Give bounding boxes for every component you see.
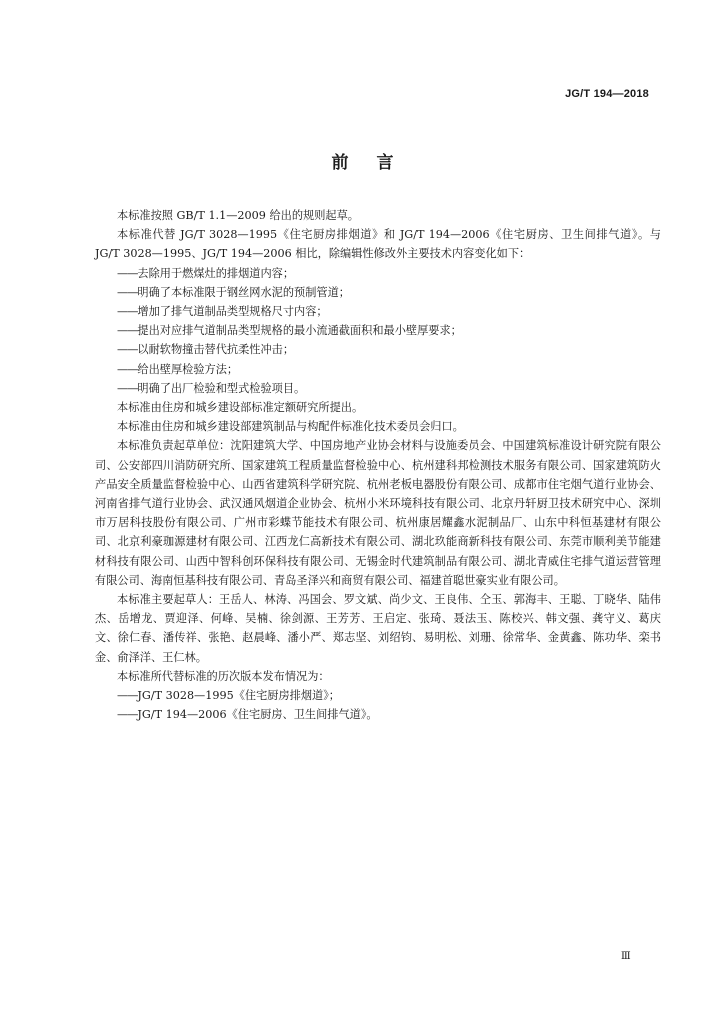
change-item: —— 去除用于燃煤灶的排烟道内容； <box>95 264 661 283</box>
foreword-body <box>95 206 661 724</box>
change-item: —— 以耐软物撞击替代抗柔性冲击； <box>95 340 661 359</box>
paragraph-replaces: 本标准代替 JG/T 3028—1995《住宅厨房排烟道》和 JG/T 194—2006《住宅厨房、卫生间排气道》。与 JG/T 3028—1995、JG/T 194—2006 相比，除编辑性修改外主要技术内容变化如下： <box>95 228 661 261</box>
paragraph-drafting-units: 本标准负责起草单位：沈阳建筑大学、中国房地产业协会材料与设施委员会、中国建筑标准设计研究院有限公司、公安部四川消防研究所、国家建筑工程质量监督检验中心、杭州建科邦检测技术服务有限公司、国家建筑防火产品安全质量监督检验中心、山西省建筑科学研究院、杭州老板电器股份有限公司、成都市住宅烟气道行业协会、河南省排气道行业协会、武汉通风烟道企业协会、杭州小米环境科技有限公司、北京丹轩厨卫技术研究中心、深圳市万居科技股份有限公司、广州市彩蝶节能技术有限公司、杭州康居耀鑫水泥制品厂、山东中科恒基建材有限公司、北京利豪珈源建材有限公司、江西龙仁高新技术有限公司、湖北玖能商新科技有限公司、东莞市顺利美节能建材科技有限公司、山西中智科创环保科技有限公司、无锡金时代建筑制品有限公司、湖北青威住宅排气道运营管理有限公司、海南恒基科技有限公司、青岛圣泽兴和商贸有限公司、福建首聪世豪实业有限公司。 <box>95 439 661 587</box>
history-item: —— JG/T 194—2006《住宅厨房、卫生间排气道》。 <box>95 705 661 724</box>
page-title: 前言 <box>331 153 422 173</box>
change-item: —— 明确了本标准限于钢丝网水泥的预制管道； <box>95 283 661 302</box>
history-item: —— JG/T 3028—1995《住宅厨房排烟道》； <box>95 686 661 705</box>
paragraph-history-intro: 本标准所代替标准的历次版本发布情况为： <box>117 669 330 683</box>
history-list <box>95 686 661 724</box>
change-item: —— 明确了出厂检验和型式检验项目。 <box>95 379 661 398</box>
change-list <box>95 264 661 398</box>
paragraph-drafters: 本标准主要起草人：王岳人、林涛、冯国会、罗文斌、尚少文、王良伟、仝玉、郭海丰、王聪、丁晓华、陆伟杰、岳增龙、贾迎泽、何峰、吴楠、徐剑源、王芳芳、王启定、张琦、聂法玉、陈校兴、韩文强、龚守义、葛庆文、徐仁春、潘传祥、张艳、赵晨峰、潘小严、郑志坚、刘绍钧、易明松、刘珊、徐常华、金黄鑫、陈功华、栾书金、俞泽洋、王仁林。 <box>95 593 661 664</box>
standard-code: JG/T 194—2018 <box>565 88 649 100</box>
paragraph-drafting-rules: 本标准按照 GB/T 1.1—2009 给出的规则起草。 <box>117 209 359 222</box>
change-item: —— 增加了排气道制品类型规格尺寸内容； <box>95 302 661 321</box>
change-item: —— 给出壁厚检验方法； <box>95 360 661 379</box>
paragraph-committee: 本标准由住房和城乡建设部建筑制品与构配件标准化技术委员会归口。 <box>117 420 464 434</box>
page-number: Ⅲ <box>621 951 631 962</box>
paragraph-proposer: 本标准由住房和城乡建设部标准定额研究所提出。 <box>117 401 364 415</box>
change-item: —— 提出对应排气道制品类型规格的最小流通截面积和最小壁厚要求； <box>95 321 661 340</box>
